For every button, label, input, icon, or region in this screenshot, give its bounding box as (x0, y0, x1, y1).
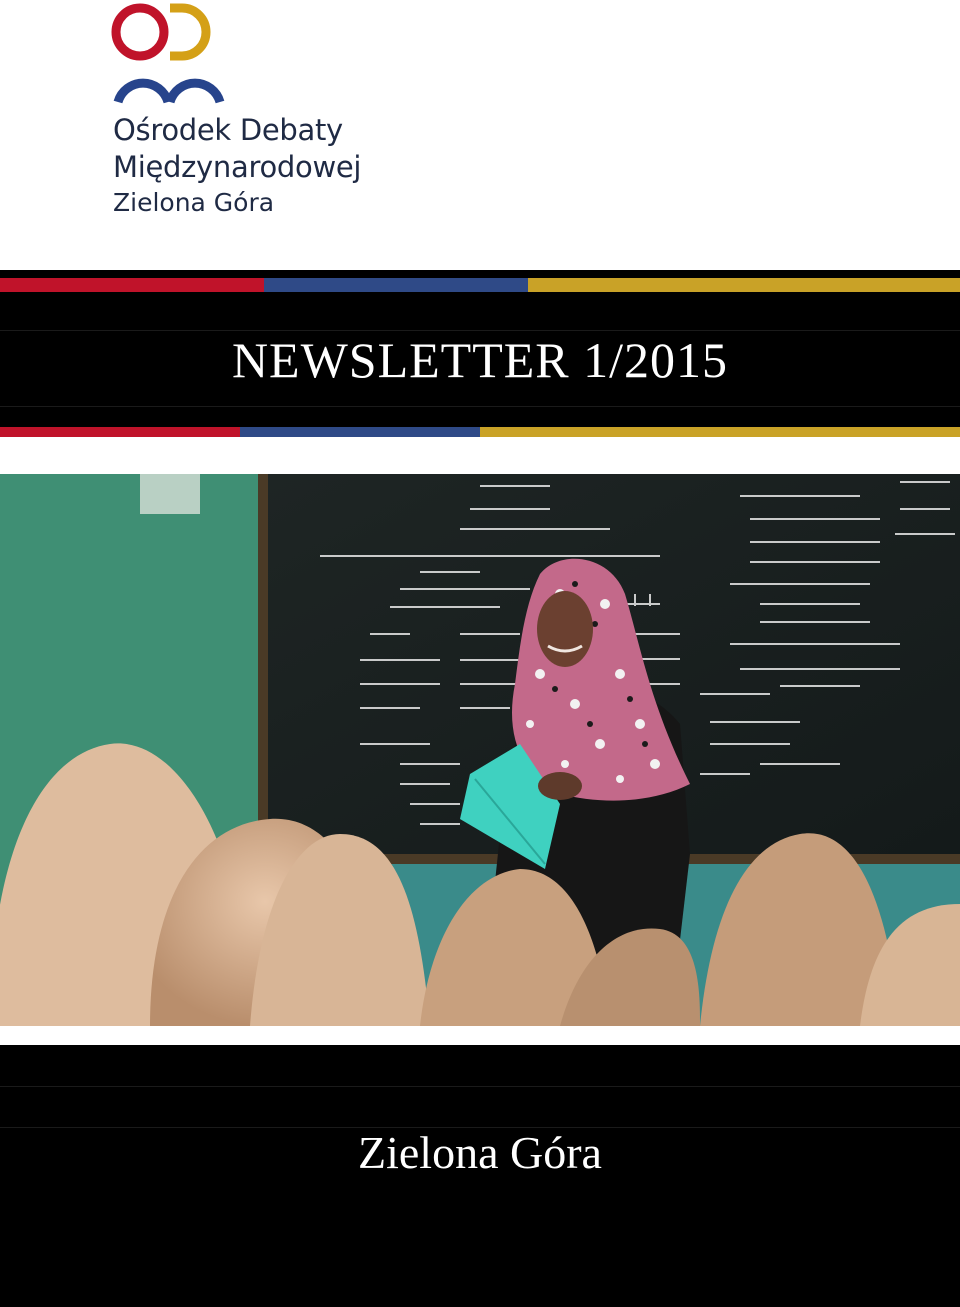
classroom-illustration (0, 474, 960, 1026)
top-color-stripe (0, 278, 960, 292)
org-name-line2: Międzynarodowej (113, 150, 362, 184)
org-name-line1: Ośrodek Debaty (113, 113, 343, 147)
footer-city: Zielona Góra (358, 1127, 602, 1178)
newsletter-title: NEWSLETTER 1/2015 (231, 332, 729, 388)
lower-color-stripe (0, 427, 960, 437)
classroom-photo (0, 474, 960, 1026)
top-black-rule (0, 270, 960, 278)
organization-name (113, 112, 361, 220)
org-city-line: Zielona Góra (113, 188, 275, 217)
odm-logo (110, 2, 230, 106)
